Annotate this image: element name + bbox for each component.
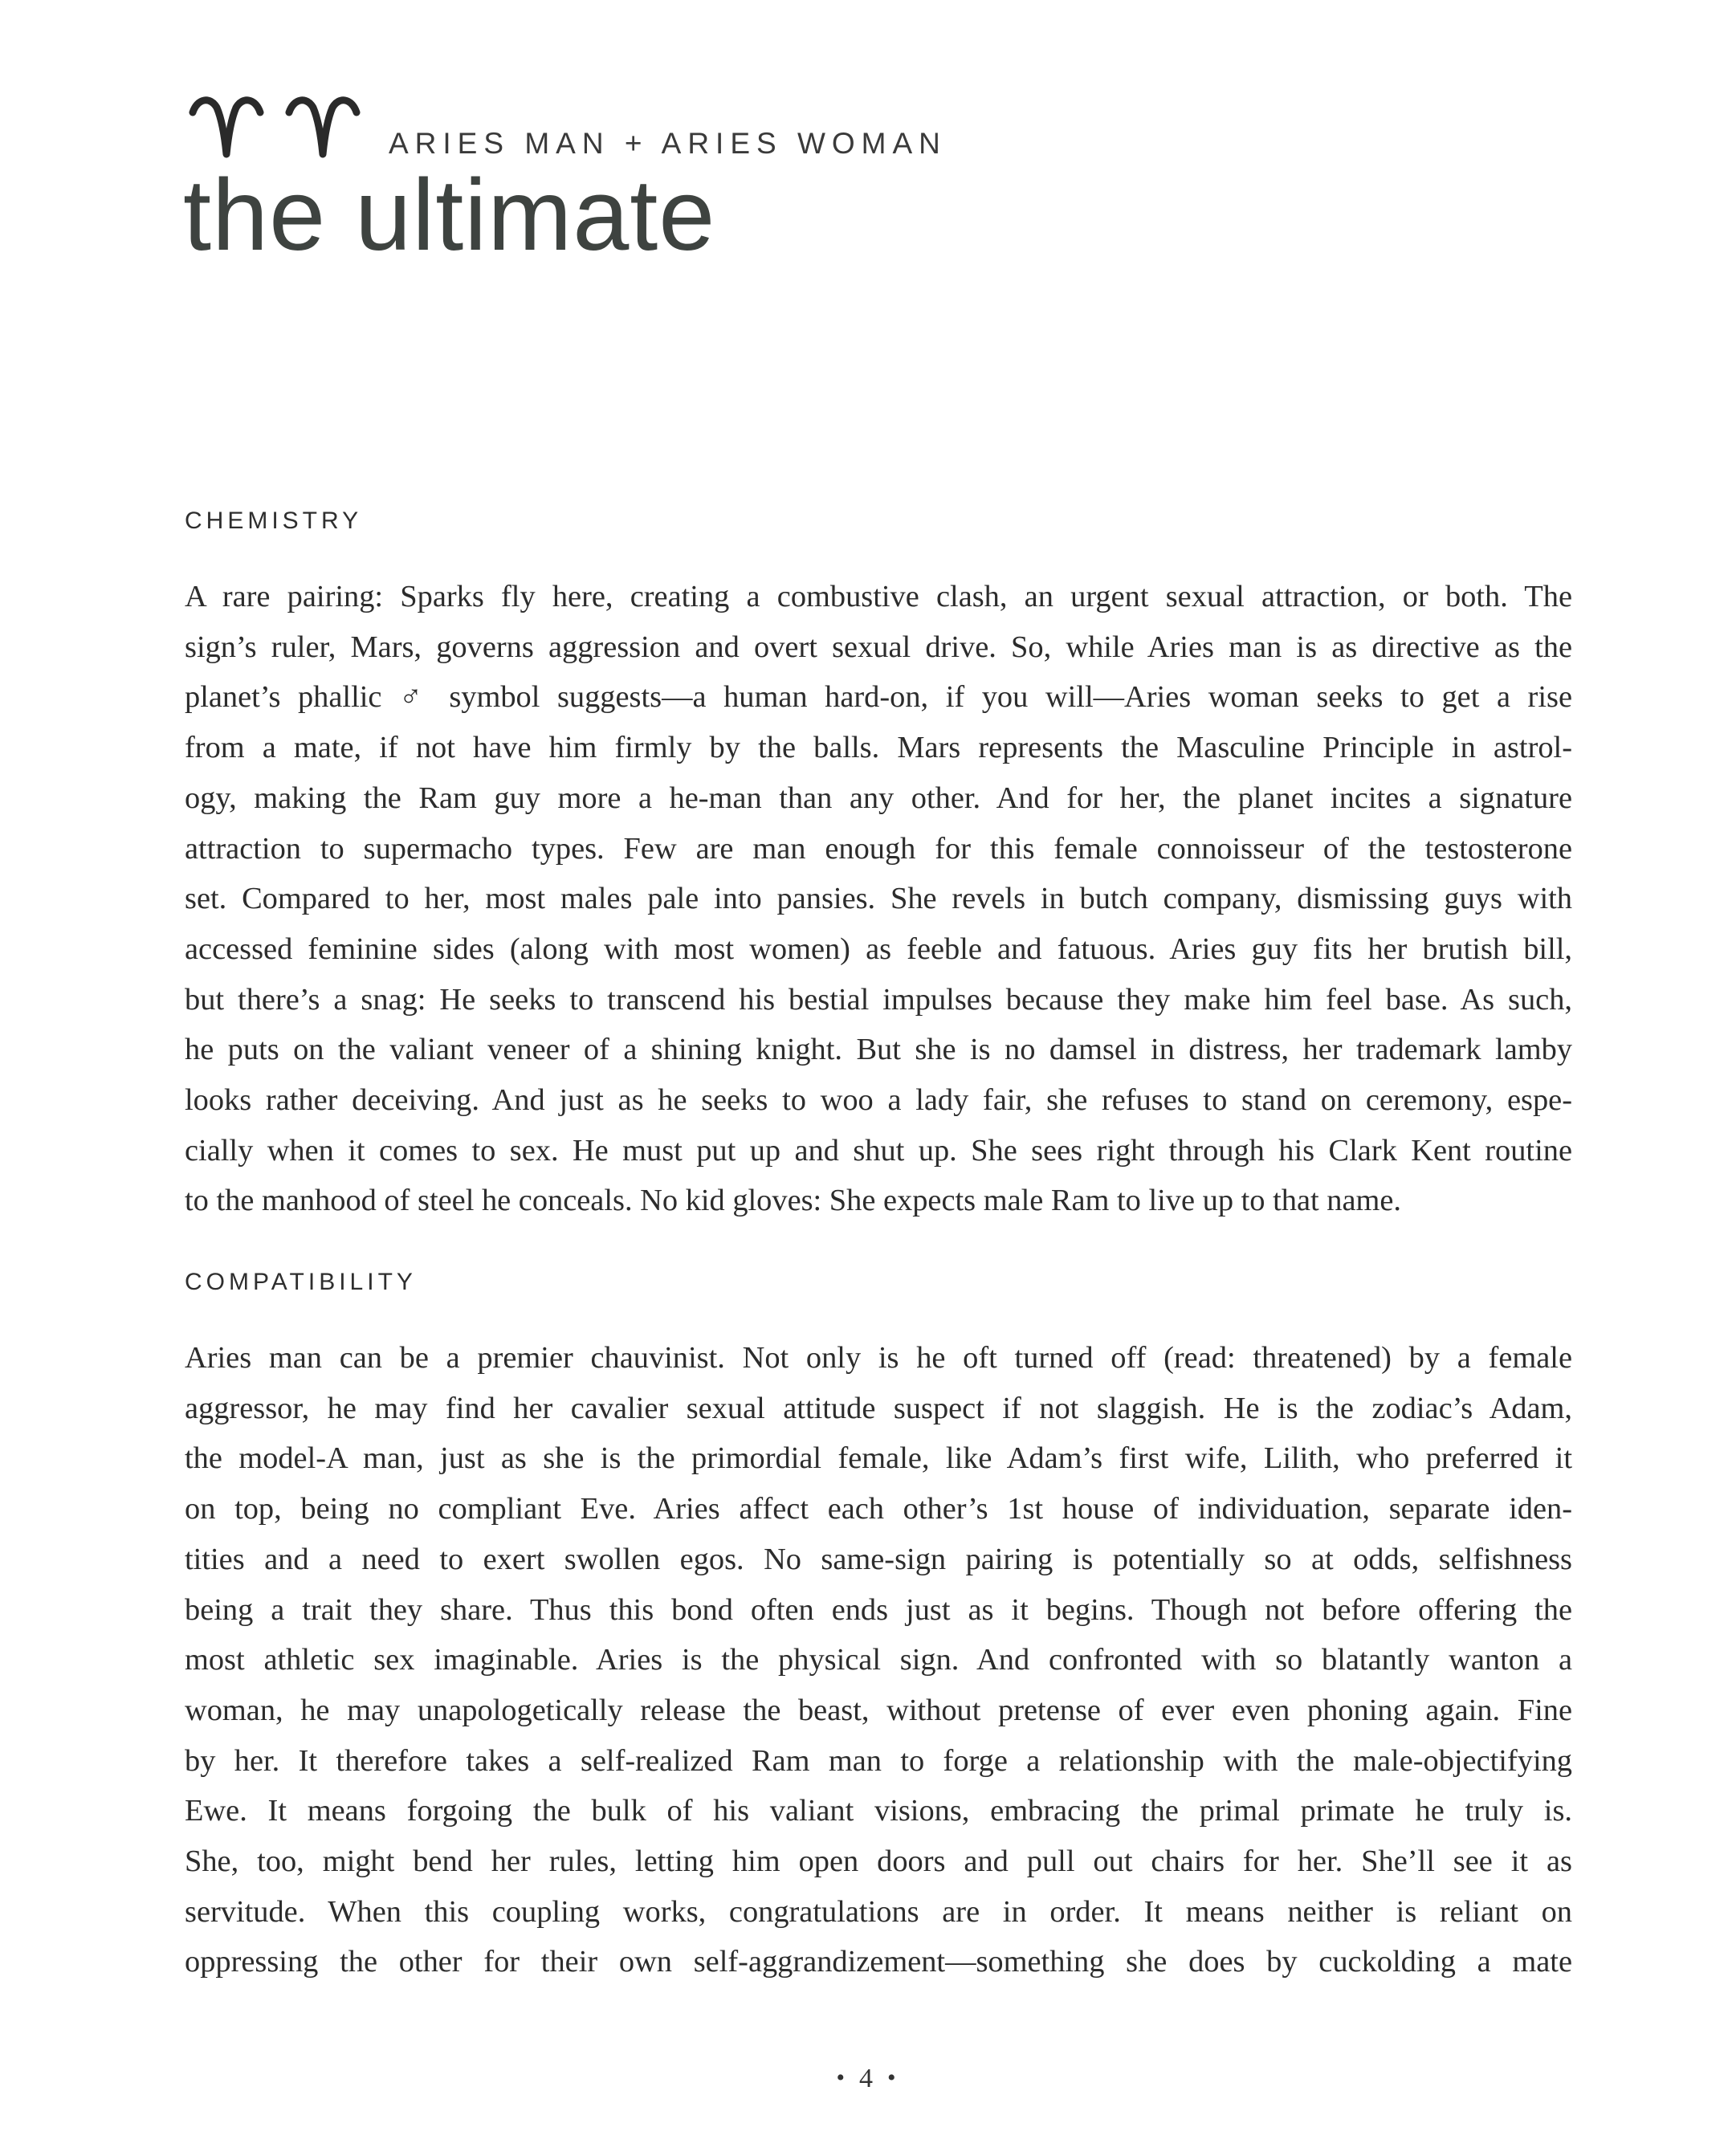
- page-number: 4: [859, 2064, 873, 2093]
- compatibility-line-12: servitude. When this coupling works, congratulations are in order. It means neither is reliant on: [185, 1894, 1572, 1929]
- pairing-label: ARIES MAN + ARIES WOMAN: [389, 127, 947, 160]
- chemistry-line-10: he puts on the valiant veneer of a shining knight. But she is no damsel in distress, her trademark lamby: [185, 1033, 1572, 1067]
- compatibility-line-9: by her. It therefore takes a self-realized Ram man to forge a relationship with the male-objectifying: [185, 1743, 1572, 1778]
- page-title: the ultimate: [183, 158, 716, 271]
- compatibility-line-2: aggressor, he may find her cavalier sexual attitude suspect if not slaggish. He is the zodiac’s Adam,: [185, 1391, 1572, 1425]
- chemistry-line-4: from a mate, if not have him firmly by the balls. Mars represents the Masculine Principle in astrol-: [185, 731, 1572, 765]
- chemistry-line-6: attraction to supermacho types. Few are man enough for this female connoisseur of the testosterone: [185, 831, 1572, 866]
- aries-glyph-right-icon: [289, 100, 357, 154]
- chemistry-paragraph: [185, 572, 1572, 1226]
- compatibility-line-7: most athletic sex imaginable. Aries is the physical sign. And confronted with so blatantly wanton a: [185, 1643, 1572, 1677]
- compatibility-line-13: oppressing the other for their own self-aggrandizement—something she does by cuckolding a mate: [185, 1945, 1572, 1979]
- chemistry-line-2: sign’s ruler, Mars, governs aggression and overt sexual drive. So, while Aries man is as directive as the: [185, 630, 1572, 664]
- aries-symbols-svg: [186, 80, 379, 161]
- chemistry-line-9: but there’s a snag: He seeks to transcend his bestial impulses because they make him feel base. As such,: [185, 982, 1572, 1017]
- aries-glyph-pair-icon: [186, 80, 379, 161]
- chemistry-line-7: set. Compared to her, most males pale into pansies. She revels in butch company, dismissing guys with: [185, 882, 1572, 916]
- compatibility-line-8: woman, he may unapologetically release the beast, without pretense of ever even phoning again. Fine: [185, 1693, 1572, 1727]
- compatibility-line-5: tities and a need to exert swollen egos. No same-sign pairing is potentially so at odds, selfishness: [185, 1542, 1572, 1576]
- chemistry-line-13: to the manhood of steel he conceals. No kid gloves: She expects male Ram to live up to that name.: [185, 1184, 1401, 1218]
- compatibility-line-1: Aries man can be a premier chauvinist. Not only is he oft turned off (read: threatened) by a female: [185, 1341, 1572, 1375]
- footer-dot-right: •: [887, 2064, 896, 2091]
- compatibility-line-3: the model-A man, just as she is the primordial female, like Adam’s first wife, Lilith, who preferred it: [185, 1441, 1572, 1476]
- compatibility-line-6: being a trait they share. Thus this bond often ends just as it begins. Though not before offering the: [185, 1592, 1572, 1627]
- aries-glyph-left-icon: [193, 100, 260, 154]
- chemistry-line-11: looks rather deceiving. And just as he seeks to woo a lady fair, she refuses to stand on ceremony, espe-: [185, 1083, 1572, 1118]
- section-heading-compatibility: COMPATIBILITY: [185, 1269, 417, 1295]
- chemistry-line-8: accessed feminine sides (along with most women) as feeble and fatuous. Aries guy fits her brutish bill,: [185, 931, 1572, 966]
- compatibility-line-10: Ewe. It means forgoing the bulk of his valiant visions, embracing the primal primate he truly is.: [185, 1794, 1572, 1828]
- compatibility-line-11: She, too, might bend her rules, letting him open doors and pull out chairs for her. She’ll see it as: [185, 1844, 1572, 1879]
- section-heading-chemistry: CHEMISTRY: [185, 507, 363, 534]
- compatibility-paragraph: [185, 1333, 1572, 1987]
- chemistry-line-5: ogy, making the Ram guy more a he-man than any other. And for her, the planet incites a signature: [185, 780, 1572, 815]
- chemistry-line-1: A rare pairing: Sparks fly here, creating a combustive clash, an urgent sexual attraction, or both. The: [185, 580, 1572, 613]
- chemistry-line-12: cially when it comes to sex. He must put up and shut up. She sees right through his Clark Kent routine: [185, 1133, 1572, 1168]
- chemistry-line-3: planet’s phallic ♂ symbol suggests—a human hard-on, if you will—Aries woman seeks to get a rise: [185, 680, 1572, 715]
- footer-dot-left: •: [836, 2064, 845, 2091]
- page-footer: [0, 2064, 1732, 2094]
- compatibility-line-4: on top, being no compliant Eve. Aries affect each other’s 1st house of individuation, separate iden-: [185, 1492, 1572, 1526]
